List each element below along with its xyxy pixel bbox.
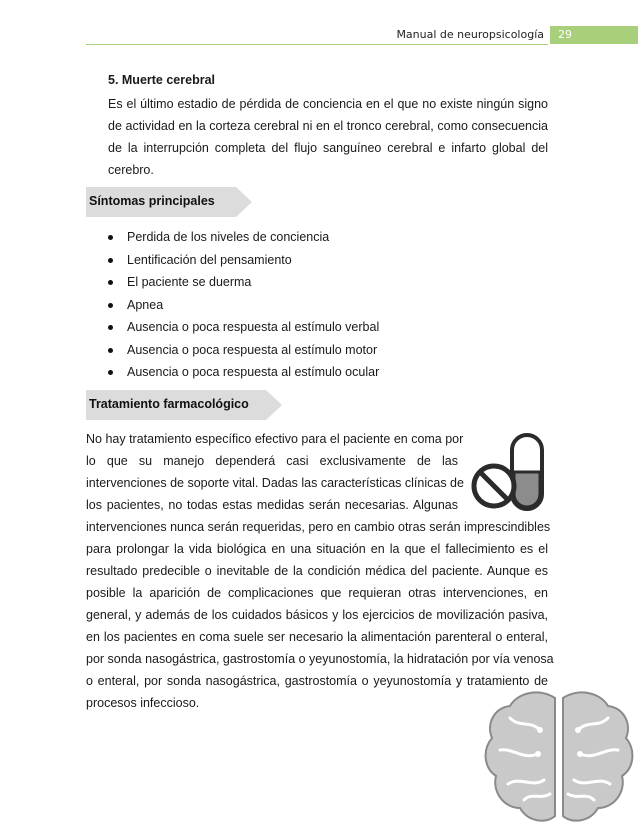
text-line: Es el último estadio de pérdida de conciencia en el que no existe ningún signo [108,97,548,111]
text-line: los pacientes, no todas estas medidas serán necesarias. Algunas [86,498,458,512]
bullet-icon [108,303,113,308]
intro-paragraph [108,93,548,181]
list-item-text: Ausencia o poca respuesta al estímulo verbal [127,320,380,334]
list-item [108,226,379,249]
text-line: cerebro. [108,163,154,177]
list-item-text: Perdida de los niveles de conciencia [127,230,330,244]
treatment-title: Tratamiento farmacológico [89,397,249,411]
text-line: procesos infeccioso. [86,696,200,710]
list-item [108,339,379,362]
list-item [108,249,379,272]
text-line: de la interrupción completa del flujo sanguíneo cerebral e infarto global del [108,141,548,155]
text-line: en los pacientes en coma suele ser necesario la alimentación parenteral o enteral, [86,630,548,644]
list-item [108,294,379,317]
bullet-icon [108,280,113,285]
symptoms-title: Síntomas principales [89,194,215,208]
bullet-icon [108,325,113,330]
no-medication-icon [470,432,550,516]
bullet-icon [108,348,113,353]
text-line: o enteral, por sonda nasogástrica, gastrostomía o yeyunostomía y tratamiento de [86,674,548,688]
list-item-text: El paciente se duerma [127,275,252,289]
text-line: por sonda nasogástrica, gastrostomía o yeyunostomía, la hidratación por vía venosa [86,652,554,666]
list-item-text: Ausencia o poca respuesta al estímulo motor [127,342,378,357]
list-item-text: Apnea [127,297,164,312]
list-item [108,316,379,339]
page-number-badge: 29 [550,26,638,44]
list-item-text: Lentificación del pensamiento [127,252,292,267]
brain-icon [480,688,638,826]
text-line: intervenciones de soporte vital. Dadas las características clínicas de [86,476,464,490]
symptoms-banner [86,187,256,217]
running-header-title: Manual de neuropsicología [396,28,544,41]
text-line: No hay tratamiento específico efectivo para el paciente en coma por [86,432,464,446]
text-line: lo que su manejo dependerá casi exclusivamente de las [86,454,458,468]
text-line: de actividad en la corteza cerebral ni en el tronco cerebral, como consecuencia [108,119,548,133]
header-rule [86,44,548,45]
bullet-icon [108,370,113,375]
treatment-banner [86,390,286,420]
text-line: para prolongar la vida biológica en una situación en la que el fallecimiento es el [86,542,548,556]
list-item-text: Ausencia o poca respuesta al estímulo ocular [127,365,380,379]
bullet-icon [108,258,113,263]
list-item [108,361,379,384]
bullet-icon [108,235,113,240]
text-line: resultado predecible o inevitable de la condición médica del paciente. Aunque es [86,564,548,578]
text-line: general, y además de los cuidados básicos y los ejercicios de movilización pasiva, [86,608,548,622]
text-line: intervenciones nunca serán requeridas, pero en cambio otras serán imprescindibles [86,520,551,534]
list-item [108,271,379,294]
text-line: posible la aparición de complicaciones que requieran otras intervenciones, en [86,586,548,600]
symptoms-list [108,226,379,384]
section-heading: 5. Muerte cerebral [108,73,215,87]
